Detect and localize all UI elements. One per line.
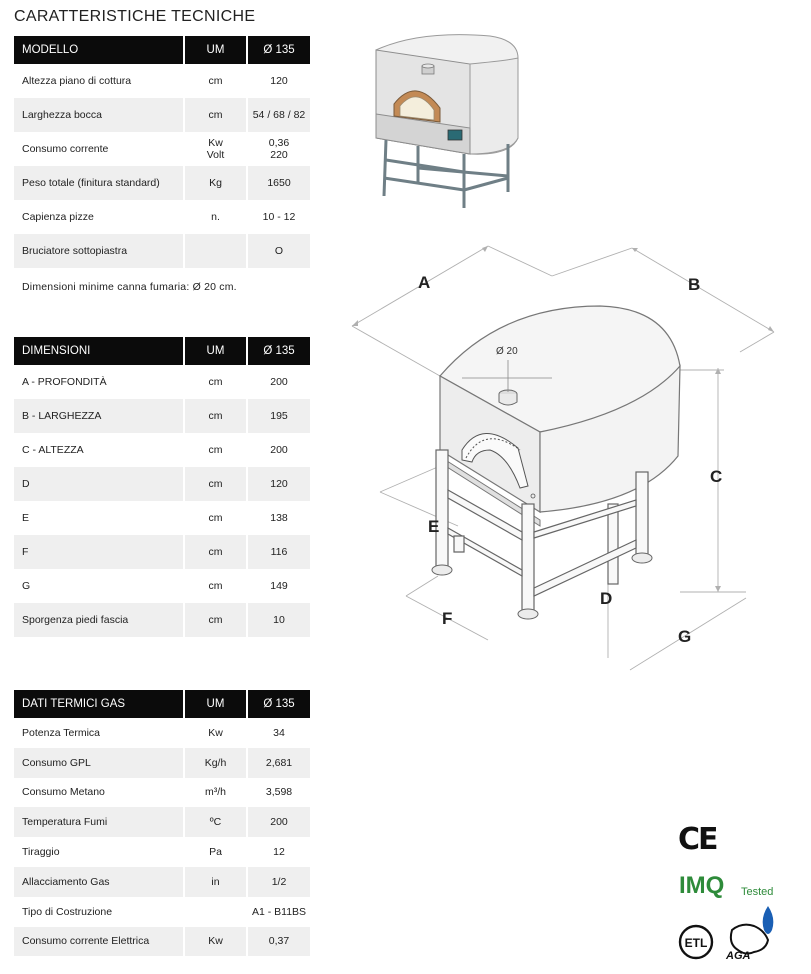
table-cell: Kg/h [183, 748, 246, 778]
table-cell: 1/2 [246, 867, 310, 897]
table-cell: 120 [246, 467, 310, 501]
table-header-row [14, 690, 310, 718]
header-cell: Ø 135 [246, 36, 310, 64]
table-cell: cm [183, 98, 246, 132]
imq-logo: IMQ [679, 872, 725, 899]
table-cell: Temperatura Fumi [14, 807, 183, 837]
dim-label-f: F [442, 609, 453, 628]
svg-text:ETL: ETL [684, 936, 708, 950]
table-cell: 120 [246, 64, 310, 98]
table-cell: cm [183, 603, 246, 637]
svg-text:AGA: AGA [726, 950, 751, 962]
table-cell: 3,598 [246, 778, 310, 808]
table-cell: 34 [246, 718, 310, 748]
table-header-row [14, 36, 310, 64]
header-cell: DATI TERMICI GAS [14, 690, 183, 718]
table-row [14, 535, 310, 569]
table-cell [183, 234, 246, 268]
table-row [14, 748, 310, 778]
table-cell: Sporgenza piedi fascia [14, 603, 183, 637]
table-row [14, 718, 310, 748]
table-cell: Tipo di Costruzione [22, 905, 113, 918]
thermal-data-table [14, 690, 310, 956]
table-cell [183, 897, 246, 927]
table-row [14, 569, 310, 603]
table-cell: Allacciamento Gas [14, 867, 183, 897]
table-cell: 2,681 [246, 748, 310, 778]
table-row [14, 234, 310, 268]
header-cell: Ø 135 [246, 337, 310, 365]
table-cell: Peso totale (finitura standard) [14, 166, 183, 200]
dim-label-a: A [418, 273, 431, 292]
table-cell: 12 [246, 837, 310, 867]
table-cell: 0,36 220 [246, 132, 310, 166]
table-row [14, 132, 310, 166]
table-cell: Kw [183, 718, 246, 748]
table-cell: 149 [246, 569, 310, 603]
table-cell: Tiraggio [22, 846, 60, 859]
table-cell: D [14, 467, 183, 501]
table-cell: ºC [183, 807, 246, 837]
table-row [14, 98, 310, 132]
flue-diameter-label: Ø 20 [496, 346, 518, 357]
header-cell: DIMENSIONI [14, 337, 183, 365]
table-cell: E [22, 512, 30, 524]
table-cell: cm [183, 365, 246, 399]
dim-label-d: D [600, 589, 613, 608]
table-row [14, 365, 310, 399]
table-cell: cm [183, 433, 246, 467]
table-cell: Consumo corrente [22, 143, 109, 155]
table-cell: cm [183, 501, 246, 535]
header-cell: UM [183, 690, 246, 718]
table-cell: B - LARGHEZZA [14, 399, 183, 433]
table-cell: Capienza pizze [22, 211, 94, 223]
oven-illustration [360, 28, 530, 214]
header-cell: UM [183, 36, 246, 64]
flue-note: Dimensioni minime canna fumaria: Ø 20 cm. [22, 281, 237, 293]
table-cell: O [246, 234, 310, 268]
table-row [14, 64, 310, 98]
table-cell: 200 [246, 433, 310, 467]
table-cell: cm [183, 399, 246, 433]
table-cell: Consumo GPL [14, 748, 183, 778]
table-cell: cm [183, 467, 246, 501]
header-cell: Ø 135 [246, 690, 310, 718]
table-cell: cm [183, 64, 246, 98]
table-row [14, 501, 310, 535]
table-cell: Pa [183, 837, 246, 867]
table-row [14, 399, 310, 433]
table-cell: Kw [183, 927, 246, 957]
dimensions-table [14, 337, 310, 637]
table-cell: cm [183, 535, 246, 569]
table-cell: Consumo corrente Elettrica [14, 927, 183, 957]
table-cell: Kw Volt [183, 132, 246, 166]
table-row [14, 603, 310, 637]
dimension-drawing [340, 236, 790, 676]
table-cell: in [183, 867, 246, 897]
table-row [14, 927, 310, 957]
table-cell: C - ALTEZZA [22, 444, 84, 456]
table-cell: Larghezza bocca [14, 98, 183, 132]
etl-logo [678, 924, 714, 960]
table-row [14, 467, 310, 501]
table-cell: m³/h [183, 778, 246, 808]
table-cell: 0,37 [246, 927, 310, 957]
table-cell: Kg [183, 166, 246, 200]
table-row [14, 897, 310, 927]
table-cell: A1 - B11BS [246, 897, 310, 927]
table-row [14, 200, 310, 234]
table-cell: 54 / 68 / 82 [246, 98, 310, 132]
ce-mark-logo: CE [678, 822, 717, 857]
specs-table [14, 36, 310, 268]
dim-label-c: C [710, 467, 723, 486]
table-cell: 195 [246, 399, 310, 433]
table-cell: F [14, 535, 183, 569]
table-cell: 200 [246, 807, 310, 837]
table-cell: 138 [246, 501, 310, 535]
table-cell: 116 [246, 535, 310, 569]
imq-tested-label: Tested [741, 886, 774, 898]
table-cell: Potenza Termica [22, 726, 101, 739]
table-cell: 10 [246, 603, 310, 637]
table-cell: 200 [246, 365, 310, 399]
table-cell: 1650 [246, 166, 310, 200]
table-cell: Consumo Metano [22, 786, 105, 799]
table-row [14, 807, 310, 837]
page-title: CARATTERISTICHE TECNICHE [14, 8, 256, 25]
table-row [14, 166, 310, 200]
aga-logo [724, 904, 780, 962]
dim-label-g: G [678, 627, 692, 646]
table-cell: n. [183, 200, 246, 234]
table-row [14, 867, 310, 897]
table-cell: 10 - 12 [246, 200, 310, 234]
dim-label-b: B [688, 275, 701, 294]
table-row [14, 778, 310, 808]
table-header-row [14, 337, 310, 365]
table-cell: Bruciatore sottopiastra [14, 234, 183, 268]
table-row [14, 837, 310, 867]
header-cell: UM [183, 337, 246, 365]
table-cell: cm [183, 569, 246, 603]
table-cell: Altezza piano di cottura [22, 75, 132, 87]
dim-label-e: E [428, 517, 440, 536]
table-cell: A - PROFONDITÀ [22, 376, 107, 388]
table-cell: G [22, 580, 31, 592]
header-cell: MODELLO [14, 36, 183, 64]
table-row [14, 433, 310, 467]
